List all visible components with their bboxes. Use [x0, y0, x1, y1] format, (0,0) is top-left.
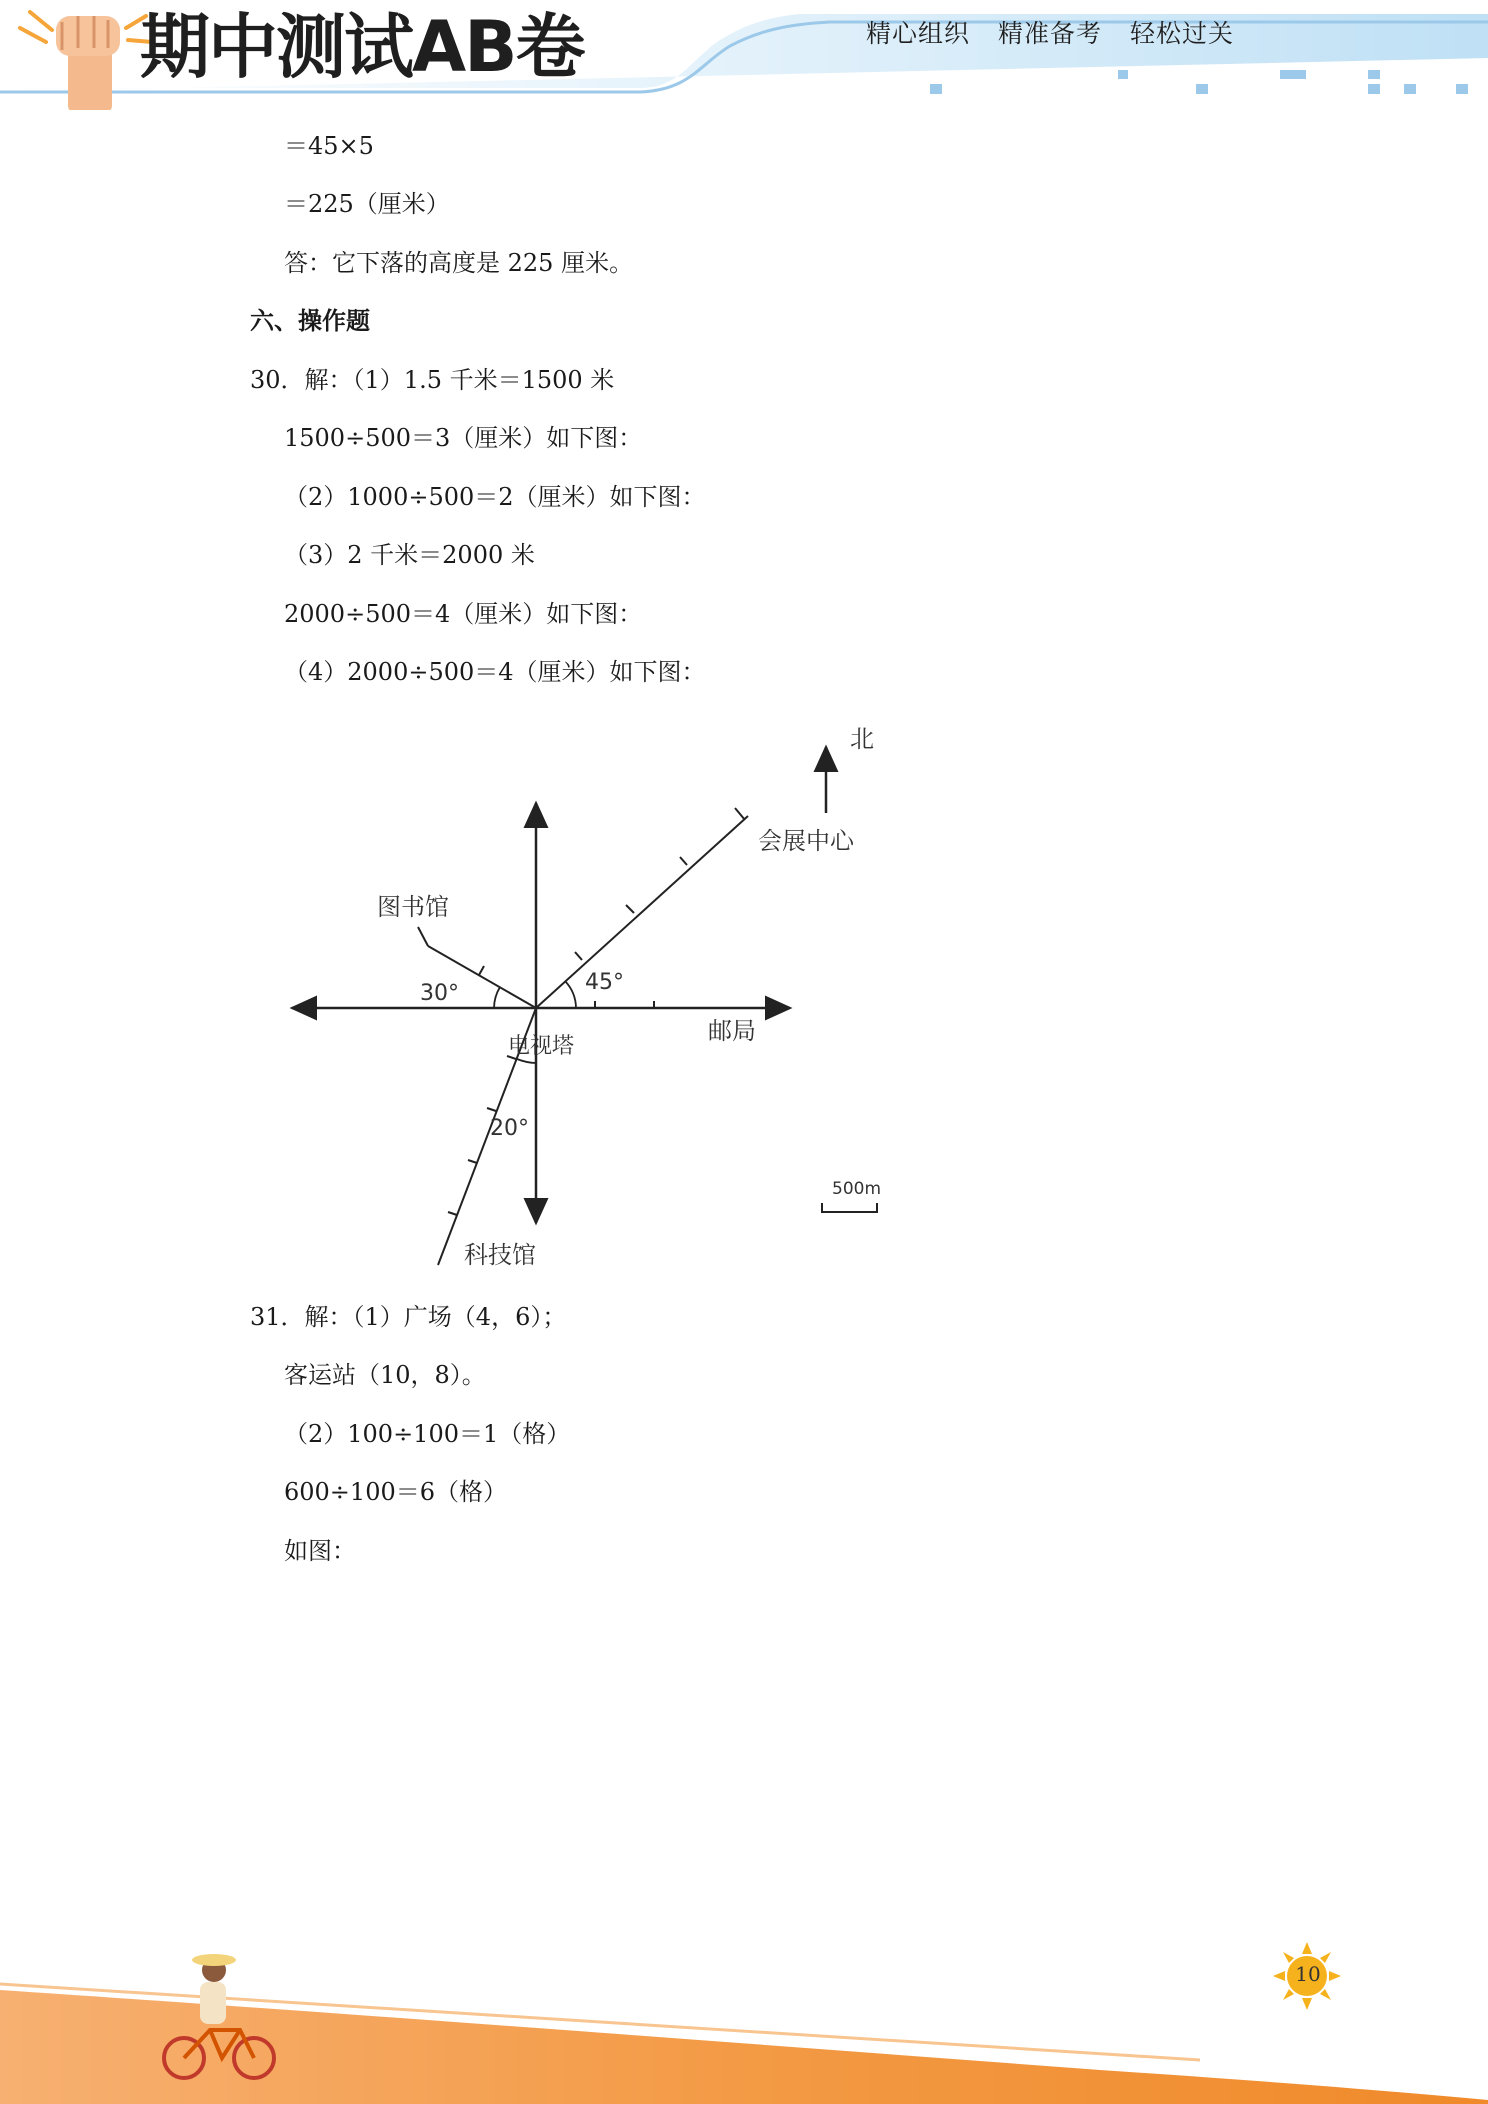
fist-logo-icon: [20, 12, 152, 110]
page-footer: [0, 1920, 1488, 2104]
angle-30-label: 30°: [420, 981, 459, 1006]
tv-tower-label: 电视塔: [508, 1034, 575, 1059]
slogan-1: 精心组织: [866, 19, 971, 48]
answer-line-3: 答：它下落的高度是 225 厘米。: [284, 249, 634, 277]
footer-banner: [0, 1920, 1488, 2104]
convention-label: 会展中心: [758, 827, 854, 855]
answer-line-15: 如图：: [284, 1537, 356, 1565]
header-slogan: [866, 14, 1262, 50]
answer-line-2: ＝225（厘米）: [284, 190, 450, 218]
answer-line-14: 600÷100＝6（格）: [284, 1478, 507, 1506]
answer-line-13: （2）100÷100＝1（格）: [284, 1420, 571, 1448]
scale-bar: [822, 1203, 877, 1212]
answer-line-7: （2）1000÷500＝2（厘米）如下图：: [284, 483, 706, 511]
direction-diagram: [280, 715, 900, 1275]
post-office-label: 邮局: [708, 1017, 756, 1045]
page-title: 期中测试AB卷: [140, 6, 584, 88]
section-heading: 六、操作题: [250, 307, 370, 335]
page-header: [0, 0, 1488, 110]
angle-20-label: 20°: [490, 1116, 529, 1141]
answer-line-5: 30．解：（1）1.5 千米＝1500 米: [250, 366, 615, 394]
library-label: 图书馆: [377, 893, 449, 921]
north-label: 北: [850, 725, 874, 753]
scale-label: 500m: [832, 1179, 882, 1199]
slogan-3: 轻松过关: [1130, 19, 1235, 48]
science-museum-label: 科技馆: [464, 1241, 536, 1269]
answer-line-12: 客运站（10，8）。: [284, 1361, 486, 1389]
answer-line-11: 31．解：（1）广场（4，6）；: [250, 1303, 567, 1331]
answer-line-8: （3）2 千米＝2000 米: [284, 541, 535, 569]
page-number: 10: [1295, 1962, 1321, 1986]
answer-line-1: ＝45×5: [284, 132, 374, 160]
angle-45-label: 45°: [585, 970, 624, 995]
answer-line-6: 1500÷500＝3（厘米）如下图：: [284, 424, 643, 452]
answer-line-10: （4）2000÷500＝4（厘米）如下图：: [284, 658, 706, 686]
slogan-2: 精准备考: [998, 19, 1103, 48]
answer-line-9: 2000÷500＝4（厘米）如下图：: [284, 600, 643, 628]
convention-line: [536, 816, 748, 1008]
